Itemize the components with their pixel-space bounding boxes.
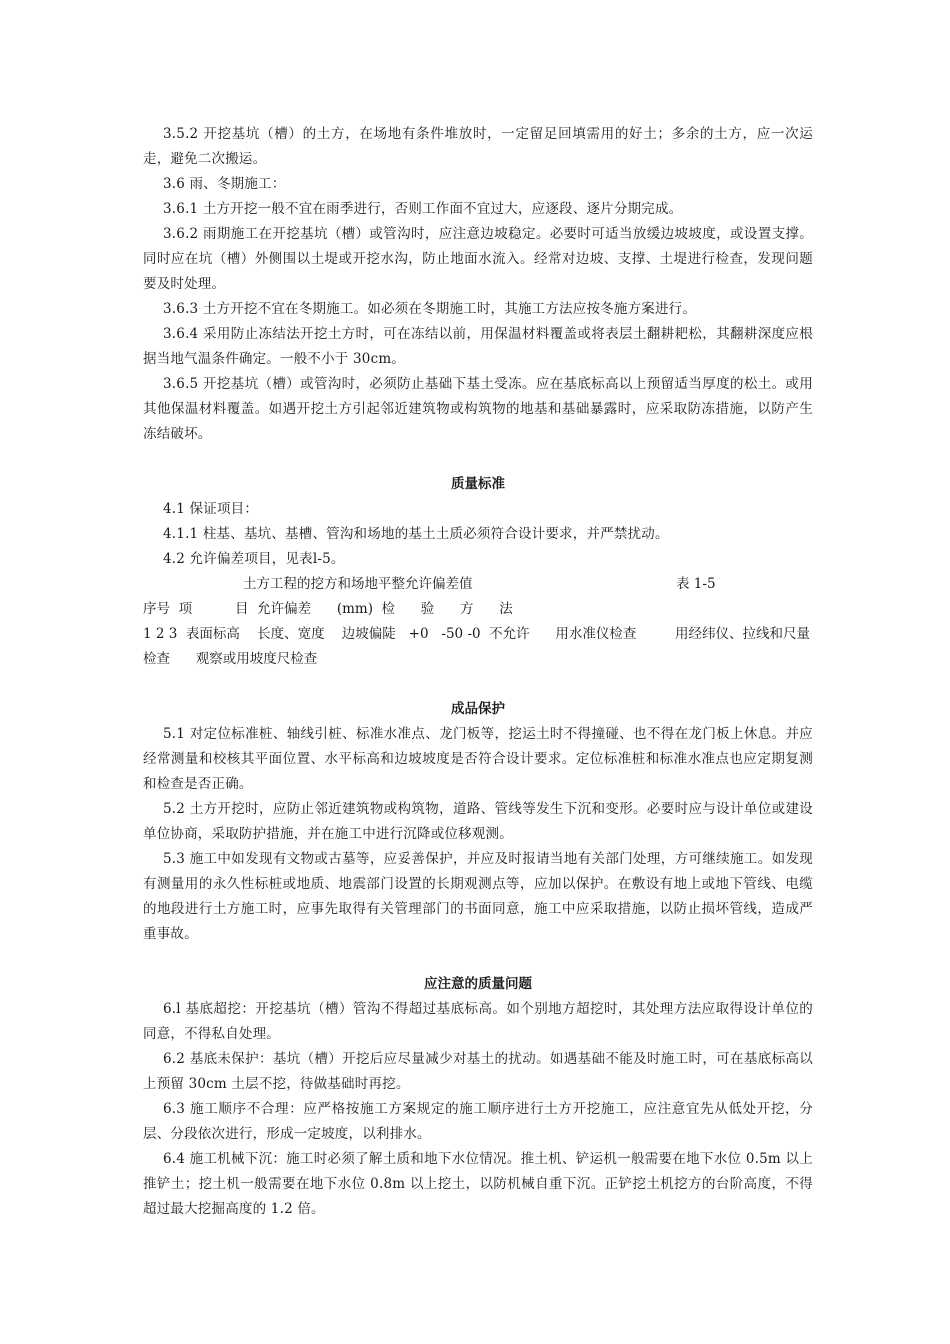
para-3-6-3: 3.6.3 土方开挖不宜在冬期施工。如必须在冬期施工时，其施工方法应按冬施方案进行。 (163, 301, 697, 317)
table-number: 表 1-5 (676, 576, 716, 592)
para-4-1: 4.1 保证项目： (163, 501, 259, 517)
heading-product-protection: 成品保护 (451, 701, 505, 717)
table-header: 序号 项 目 允许偏差 (mm) 检 验 方 法 (143, 601, 513, 617)
para-5-3: 5.3 施工中如发现有文物或古墓等，应妥善保护，并应及时报请当地有关部门处理，方可继续施工。如发现有测量用的永久性标桩或地质、地震部门设置的长期观测点等，应加以保护。在敷设有地上或地下管线、电缆的地段进行土方施工时，应事先取得有关管理部门的书面同意，施工中应采取措施，以防止损坏管线，造成严重事故。 (143, 851, 813, 942)
para-3-5-2: 3.5.2 开挖基坑（槽）的土方，在场地有条件堆放时，一定留足回填需用的好土；多余的土方，应一次运走，避免二次搬运。 (143, 126, 813, 167)
table-body-line-1: 1 2 3 表面标高 长度、宽度 边坡偏陡 +0 -50 -0 不允许 用水准仪检查 用经纬仪、拉线和尺量 (143, 626, 811, 642)
para-5-2: 5.2 土方开挖时，应防止邻近建筑物或构筑物，道路、管线等发生下沉和变形。必要时应与设计单位或建设单位协商，采取防护措施，并在施工中进行沉降或位移观测。 (143, 801, 813, 842)
para-6-2: 6.2 基底未保护：基坑（槽）开挖后应尽量减少对基土的扰动。如遇基础不能及时施工时，可在基底标高以上预留 30cm 土层不挖，待做基础时再挖。 (143, 1051, 813, 1092)
para-3-6-5: 3.6.5 开挖基坑（槽）或管沟时，必须防止基础下基土受冻。应在基底标高以上预留适当厚度的松土。或用其他保温材料覆盖。如遇开挖土方引起邻近建筑物或构筑物的地基和基础暴露时，应采取防冻措施，以防产生冻结破坏。 (143, 376, 813, 442)
table-title: 土方工程的挖方和场地平整允许偏差值 (243, 576, 473, 592)
para-3-6-2: 3.6.2 雨期施工在开挖基坑（槽）或管沟时，应注意边坡稳定。必要时可适当放缓边坡坡度，或设置支撑。同时应在坑（槽）外侧围以土堤或开挖水沟，防止地面水流入。经常对边坡、支撑、土堤进行检查，发现问题要及时处理。 (143, 226, 813, 292)
para-6-1: 6.l 基底超挖：开挖基坑（槽）管沟不得超过基底标高。如个别地方超挖时，其处理方法应取得设计单位的同意，不得私自处理。 (143, 1001, 813, 1042)
document-page (143, 122, 813, 1222)
para-3-6: 3.6 雨、冬期施工： (163, 176, 286, 192)
heading-quality-issues: 应注意的质量问题 (424, 976, 532, 992)
para-5-1: 5.1 对定位标准桩、轴线引桩、标准水准点、龙门板等，挖运土时不得撞碰、也不得在龙门板上休息。并应经常测量和校核其平面位置、水平标高和边坡坡度是否符合设计要求。定位标准桩和标准水准点也应定期复测和检查是否正确。 (143, 726, 813, 792)
table-body-line-2: 检查 观察或用坡度尺检查 (143, 651, 318, 667)
para-3-6-4: 3.6.4 采用防止冻结法开挖土方时，可在冻结以前，用保温材料覆盖或将表层土翻耕耙松，其翻耕深度应根据当地气温条件确定。一般不小于 30cm。 (143, 326, 813, 367)
para-4-2: 4.2 允许偏差项目，见表l-5。 (163, 551, 345, 567)
table-caption (143, 572, 813, 597)
para-6-4: 6.4 施工机械下沉：施工时必须了解土质和地下水位情况。推土机、铲运机一般需要在地下水位 0.5m 以上推铲土；挖土机一般需要在地下水位 0.8m 以上挖土，以防机械自重下沉。正铲挖土机挖方的台阶高度，不得超过最大挖掘高度的 1.2 倍。 (143, 1151, 813, 1217)
para-6-3: 6.3 施工顺序不合理：应严格按施工方案规定的施工顺序进行土方开挖施工，应注意宜先从低处开挖，分层、分段依次进行，形成一定坡度，以利排水。 (143, 1101, 813, 1142)
para-3-6-1: 3.6.1 土方开挖一般不宜在雨季进行，否则工作面不宜过大，应逐段、逐片分期完成。 (163, 201, 683, 217)
heading-quality-standard: 质量标准 (451, 476, 505, 492)
para-4-1-1: 4.1.1 柱基、基坑、基槽、管沟和场地的基土土质必须符合设计要求，并严禁扰动。 (163, 526, 669, 542)
